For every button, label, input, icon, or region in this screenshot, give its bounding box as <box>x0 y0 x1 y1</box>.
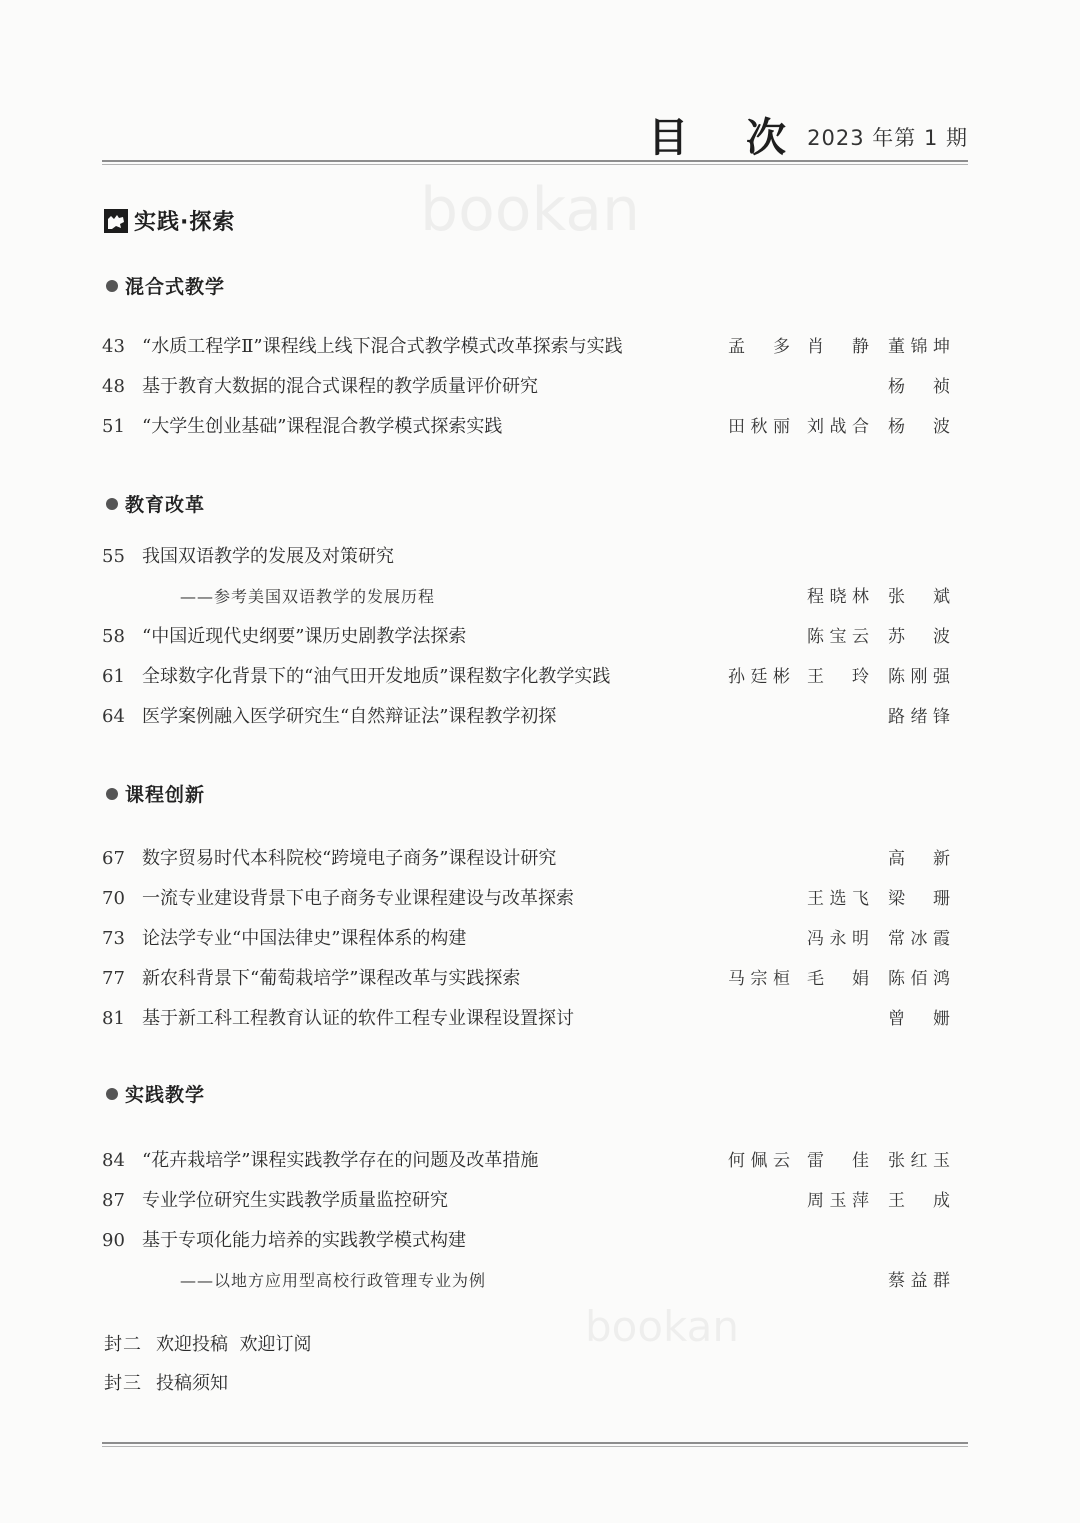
cover-note-label: 封二 <box>104 1334 142 1355</box>
author: 刘战合 <box>807 417 869 437</box>
cover-note <box>104 1330 311 1356</box>
toc-entry[interactable] <box>102 623 968 651</box>
author: 蔡益群 <box>888 1271 950 1291</box>
author: 肖 静 <box>807 337 869 357</box>
author: 张红玉 <box>888 1151 950 1171</box>
watermark-bottom: bookan <box>585 1302 739 1351</box>
entry-title: 基于新工科工程教育认证的软件工程专业课程设置探讨 <box>142 1008 574 1029</box>
toc-entry[interactable] <box>102 925 968 953</box>
category-label: 课程创新 <box>125 784 206 806</box>
category-label: 混合式教学 <box>125 276 226 298</box>
author: 路绪锋 <box>888 707 950 727</box>
entry-title: 我国双语教学的发展及对策研究 <box>142 546 394 567</box>
cover-note-text: 投稿须知 <box>156 1373 228 1394</box>
toc-entry[interactable] <box>102 413 968 441</box>
entry-title: “大学生创业基础”课程混合教学模式探索实践 <box>142 416 503 437</box>
toc-entry[interactable] <box>102 885 968 913</box>
entry-title: 新农科背景下“葡萄栽培学”课程改革与实践探索 <box>142 968 521 989</box>
entry-page: 64 <box>102 706 125 727</box>
category-hybrid-teaching <box>106 272 225 299</box>
author: 陈宝云 <box>807 627 869 647</box>
author: 孟 多 <box>728 337 790 357</box>
entry-page: 87 <box>102 1190 125 1211</box>
author: 毛 娟 <box>807 969 869 989</box>
author: 雷 佳 <box>807 1151 869 1171</box>
entry-page: 70 <box>102 888 125 909</box>
entry-page: 51 <box>102 416 125 437</box>
author: 王选飞 <box>807 889 869 909</box>
category-label: 实践教学 <box>125 1084 206 1106</box>
entry-authors <box>728 885 968 913</box>
toc-entry-continued[interactable] <box>102 1267 968 1295</box>
section-header <box>104 205 235 236</box>
author: 曾 姗 <box>888 1009 950 1029</box>
author: 马宗桓 <box>728 969 790 989</box>
page-header <box>102 100 968 160</box>
entry-authors <box>728 703 968 731</box>
author: 孙廷彬 <box>728 667 790 687</box>
cover-note <box>104 1369 228 1395</box>
entry-title: 医学案例融入医学研究生“自然辩证法”课程教学初探 <box>142 706 557 727</box>
entry-authors <box>728 1267 968 1295</box>
category-practice-teaching <box>106 1080 205 1107</box>
entry-page: 77 <box>102 968 125 989</box>
author: 常冰霞 <box>888 929 950 949</box>
entry-title: 数字贸易时代本科院校“跨境电子商务”课程设计研究 <box>142 848 557 869</box>
entry-subtitle: ——参考美国双语教学的发展历程 <box>180 587 436 606</box>
entry-title: “中国近现代史纲要”课历史剧教学法探索 <box>142 626 467 647</box>
author: 冯永明 <box>807 929 869 949</box>
bullet-dot-icon <box>106 498 118 510</box>
entry-page: 84 <box>102 1150 125 1171</box>
cover-note-label: 封三 <box>104 1373 142 1394</box>
author: 杨 波 <box>888 417 950 437</box>
author: 王 成 <box>888 1191 950 1211</box>
toc-entry[interactable] <box>102 543 968 571</box>
entry-title: “水质工程学Ⅱ”课程线上线下混合式教学模式改革探索与实践 <box>142 336 623 357</box>
entry-title: 一流专业建设背景下电子商务专业课程建设与改革探索 <box>142 888 574 909</box>
entry-page: 81 <box>102 1008 125 1029</box>
toc-entry[interactable] <box>102 965 968 993</box>
category-education-reform <box>106 490 205 517</box>
entry-title: “花卉栽培学”课程实践教学存在的问题及改革措施 <box>142 1150 539 1171</box>
entry-page: 90 <box>102 1230 125 1251</box>
entry-title: 全球数字化背景下的“油气田开发地质”课程数字化教学实践 <box>142 666 611 687</box>
entry-title: 专业学位研究生实践教学质量监控研究 <box>142 1190 448 1211</box>
entry-title: 论法学专业“中国法律史”课程体系的构建 <box>142 928 467 949</box>
toc-entry[interactable] <box>102 333 968 361</box>
entry-page: 61 <box>102 666 125 687</box>
entry-authors <box>728 623 968 651</box>
watermark-top: bookan <box>420 175 640 245</box>
author: 高 新 <box>888 849 950 869</box>
entry-authors <box>728 663 968 691</box>
section-title: 实践·探索 <box>134 210 236 235</box>
author: 陈刚强 <box>888 667 950 687</box>
entry-subtitle: ——以地方应用型高校行政管理专业为例 <box>180 1271 487 1290</box>
entry-page: 43 <box>102 336 125 357</box>
author: 苏 波 <box>888 627 950 647</box>
author: 何佩云 <box>728 1151 790 1171</box>
bullet-dot-icon <box>106 1088 118 1100</box>
toc-entry[interactable] <box>102 373 968 401</box>
entry-authors <box>728 965 968 993</box>
entry-page: 55 <box>102 546 125 567</box>
entry-page: 58 <box>102 626 125 647</box>
bullet-dot-icon <box>106 280 118 292</box>
header-rule <box>102 160 968 165</box>
author: 董锦坤 <box>888 337 950 357</box>
entry-authors <box>728 333 968 361</box>
toc-entry[interactable] <box>102 1005 968 1033</box>
entry-authors <box>728 1005 968 1033</box>
author: 梁 珊 <box>888 889 950 909</box>
entry-page: 73 <box>102 928 125 949</box>
footer-rule <box>102 1442 968 1447</box>
toc-entry[interactable] <box>102 845 968 873</box>
section-map-icon <box>104 209 128 233</box>
toc-entry-continued[interactable] <box>102 583 968 611</box>
entry-authors <box>728 1147 968 1175</box>
toc-entry[interactable] <box>102 1187 968 1215</box>
bullet-dot-icon <box>106 788 118 800</box>
toc-entry[interactable] <box>102 1227 968 1255</box>
toc-entry[interactable] <box>102 1147 968 1175</box>
toc-entry[interactable] <box>102 703 968 731</box>
category-label: 教育改革 <box>125 494 206 516</box>
entry-page: 48 <box>102 376 125 397</box>
entry-authors <box>728 583 968 611</box>
entry-authors <box>728 845 968 873</box>
entry-page: 67 <box>102 848 125 869</box>
page-title: 目 次 <box>648 114 808 161</box>
author: 杨 祯 <box>888 377 950 397</box>
entry-authors <box>728 925 968 953</box>
category-course-innovation <box>106 780 205 807</box>
entry-authors <box>728 413 968 441</box>
entry-title: 基于专项化能力培养的实践教学模式构建 <box>142 1230 466 1251</box>
author: 周玉萍 <box>807 1191 869 1211</box>
author: 田秋丽 <box>728 417 790 437</box>
author: 陈佰鸿 <box>888 969 950 989</box>
entry-title: 基于教育大数据的混合式课程的教学质量评价研究 <box>142 376 538 397</box>
cover-note-text: 欢迎投稿 欢迎订阅 <box>156 1334 312 1355</box>
issue-label: 2023 年第 1 期 <box>807 126 968 150</box>
toc-entry[interactable] <box>102 663 968 691</box>
author: 程晓林 <box>807 587 869 607</box>
entry-authors <box>728 373 968 401</box>
author: 张 斌 <box>888 587 950 607</box>
entry-authors <box>728 1187 968 1215</box>
author: 王 玲 <box>807 667 869 687</box>
